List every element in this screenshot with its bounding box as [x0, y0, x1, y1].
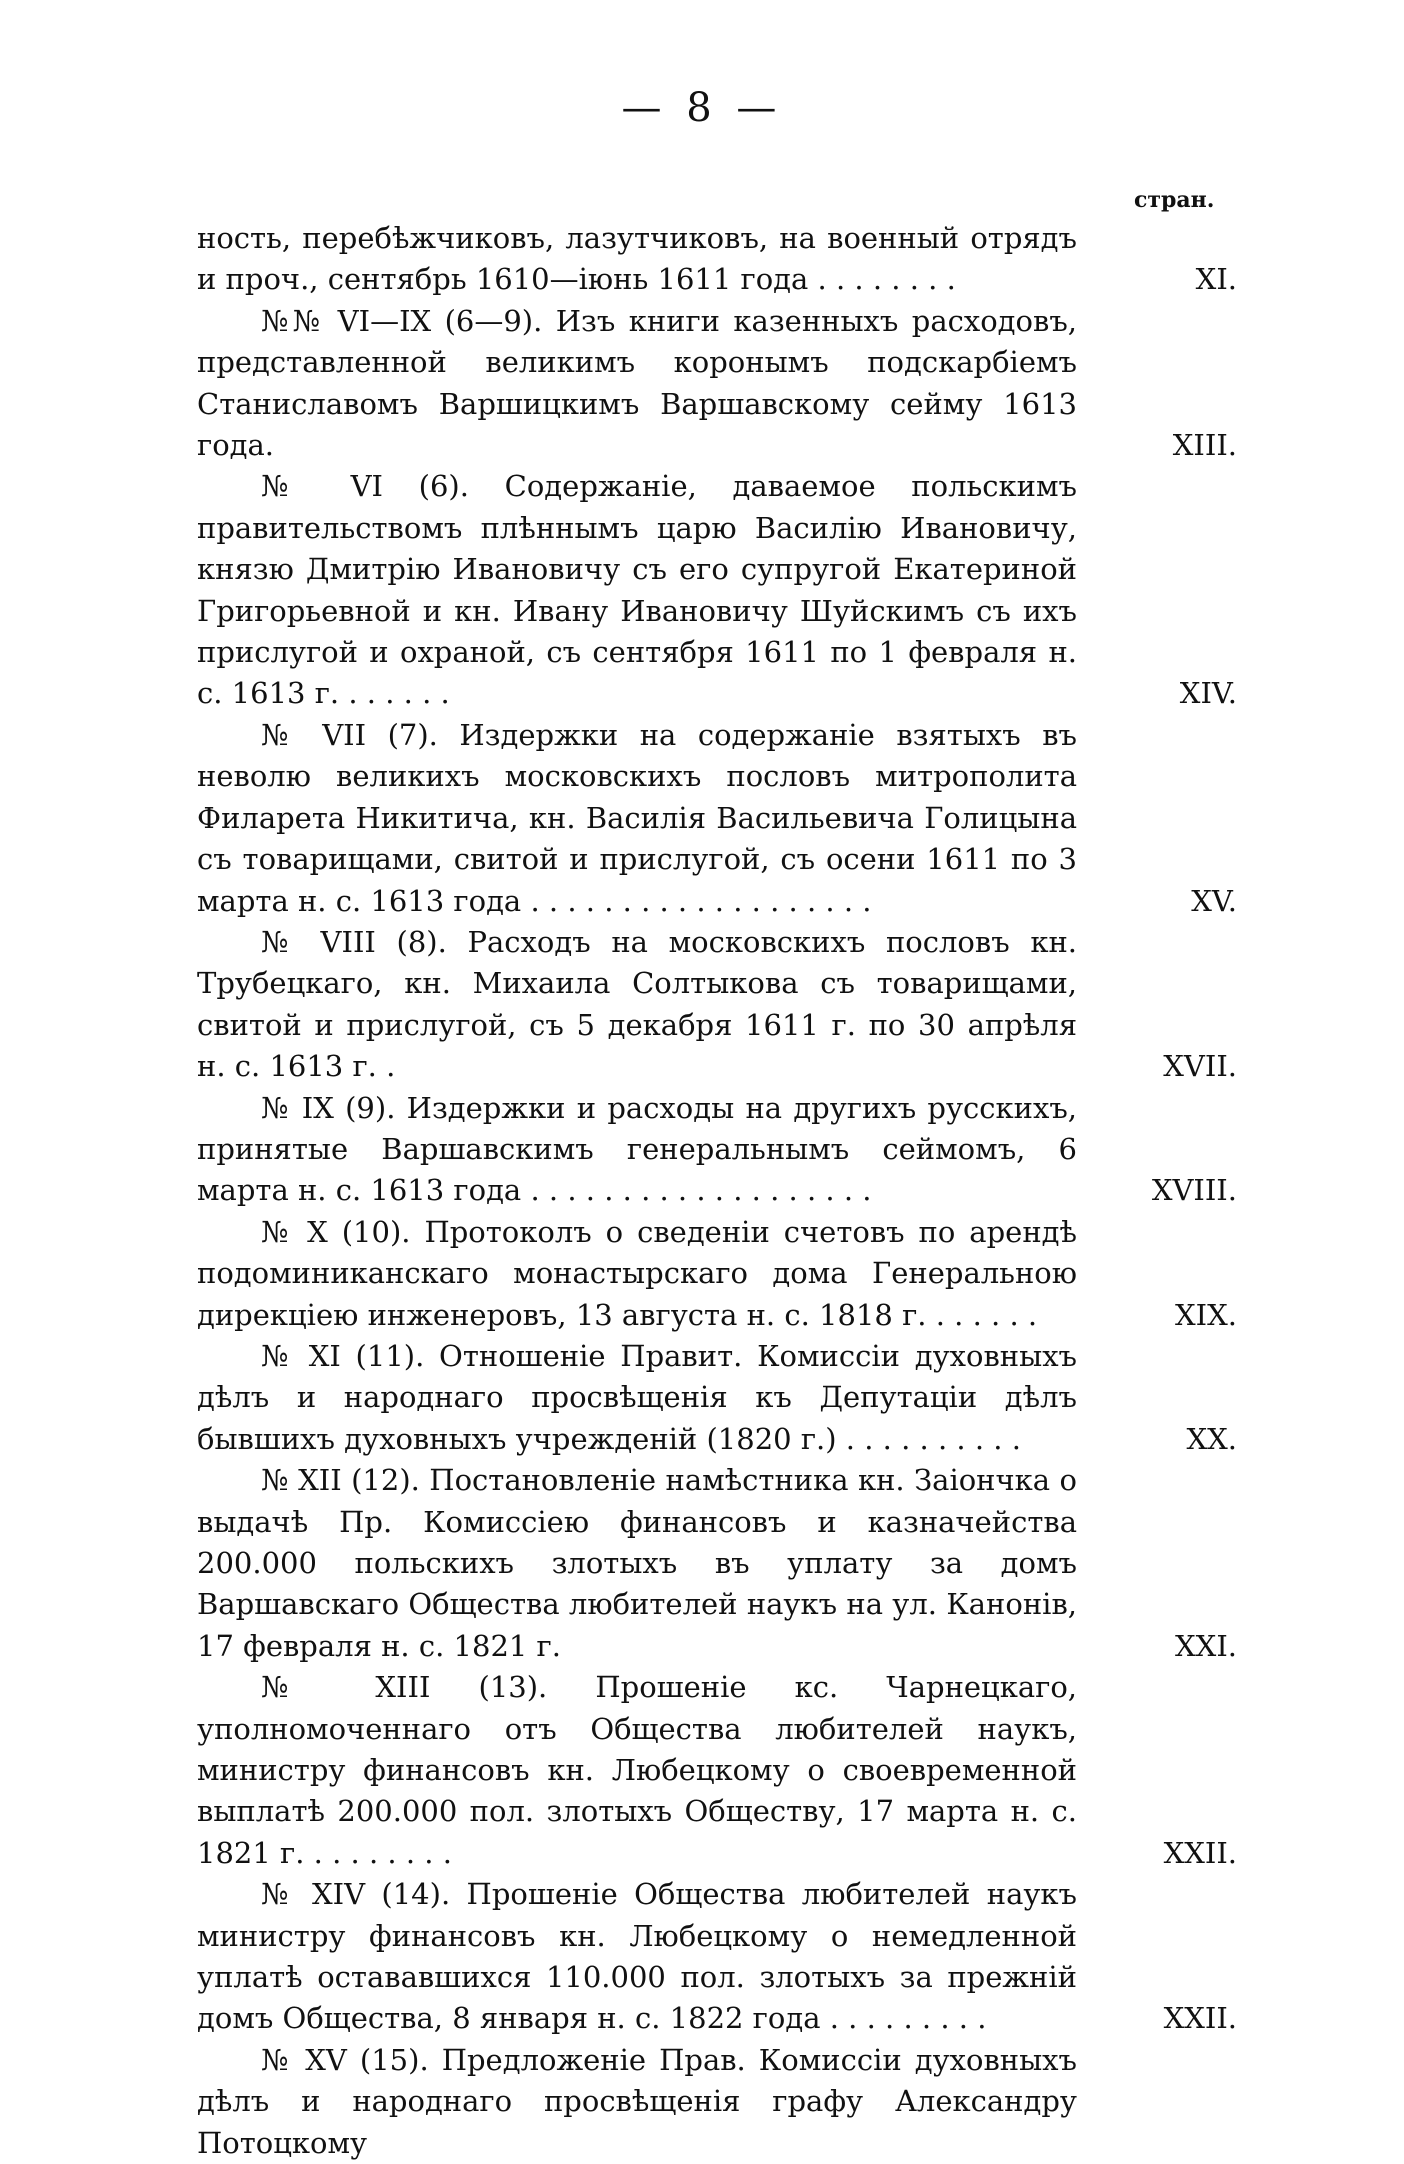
toc-entry: [197, 1088, 1237, 1212]
toc-entry: [197, 218, 1237, 301]
toc-entry-page: XVIII.: [1151, 1173, 1237, 1208]
toc-entry-page: XV.: [1191, 883, 1237, 918]
toc-entry-text: № XIII (13). Прошеніе кс. Чарнецкаго, уполномоченнаго отъ Общества любителей наукъ, министру финансовъ кн. Любецкому о своевременной выплатѣ 200.000 пол. злотыхъ Обществу, 17 марта н. с. 1821 г. . . . . . . . .: [197, 1670, 1077, 1870]
toc-entry: [197, 1667, 1237, 1874]
toc-entry-text: № VIII (8). Расходъ на московскихъ пословъ кн. Трубецкаго, кн. Михаила Солтыкова съ товарищами, свитой и прислугой, съ 5 декабря 1611 г. по 30 апрѣля н. с. 1613 г. .: [197, 924, 1077, 1084]
toc-entry-text: №№ VI—IX (6—9). Изъ книги казенныхъ расходовъ, представленной великимъ коронымъ подскарбіемъ Станиславомъ Варшицкимъ Варшавскому сейму 1613 года.: [197, 303, 1077, 463]
toc-entry: [197, 1212, 1237, 1336]
toc-entry: [197, 922, 1237, 1088]
toc-entry-text: № XIV (14). Прошеніе Общества любителей наукъ министру финансовъ кн. Любецкому о немедленной уплатѣ остававшихся 110.000 пол. злотыхъ за прежній домъ Общества, 8 января н. с. 1822 года . . . . . . . . .: [197, 1877, 1077, 2036]
toc-entry-page: XI.: [1195, 262, 1237, 297]
toc-entry-page: XXI.: [1175, 1628, 1237, 1663]
toc-entry-page: XXII.: [1163, 1835, 1237, 1870]
toc-entry-page: XIII.: [1172, 428, 1237, 463]
toc-entry-text: № IX (9). Издержки и расходы на другихъ русскихъ, принятые Варшавскимъ генеральнымъ сеймомъ, 6 марта н. с. 1613 года . . . . . . . . . . . . . . . . . . .: [197, 1090, 1077, 1208]
toc-entry-text: № XII (12). Постановленіе намѣстника кн. Заіончка о выдачѣ Пр. Комиссіею финансовъ и казначейства 200.000 польскихъ злотыхъ въ уплату за домъ Варшавскаго Общества любителей наукъ на ул. Канонів, 17 февраля н. с. 1821 г.: [197, 1463, 1077, 1663]
toc-entry-text: ность, перебѣжчиковъ, лазутчиковъ, на военный отрядъ и проч., сентябрь 1610—іюнь 1611 года . . . . . . . .: [197, 221, 1077, 297]
toc-entry-page: XX.: [1186, 1421, 1237, 1456]
toc-entry: [197, 715, 1237, 922]
toc-entry-text: № VI (6). Содержаніе, даваемое польскимъ правительствомъ плѣннымъ царю Василію Ивановичу, князю Дмитрію Ивановичу съ его супругой Екатериной Григорьевной и кн. Ивану Ивановичу Шуйскимъ съ ихъ прислугой и охраной, съ сентября 1611 по 1 февраля н. с. 1613 г. . . . . . .: [197, 469, 1077, 711]
toc-entry-text: № X (10). Протоколъ о сведеніи счетовъ по арендѣ подоминиканскаго монастырскаго дома Генеральною дирекціею инженеровъ, 13 августа н. с. 1818 г. . . . . . .: [197, 1214, 1077, 1332]
table-of-contents: [197, 218, 1237, 2164]
toc-entry-text: № XV (15). Предложеніе Прав. Комиссіи духовныхъ дѣлъ и народнаго просвѣщенія графу Александру Потоцкому: [197, 2042, 1077, 2160]
toc-entry-page: XIX.: [1175, 1297, 1237, 1332]
page-column-header: стран.: [1134, 187, 1215, 213]
toc-entry: [197, 301, 1237, 467]
toc-entry: [197, 2040, 1237, 2164]
toc-entry-page: XVII.: [1163, 1049, 1237, 1084]
toc-entry-page: XXII.: [1163, 2001, 1237, 2036]
toc-entry-text: № VII (7). Издержки на содержаніе взятыхъ въ неволю великихъ московскихъ пословъ митрополита Филарета Никитича, кн. Василія Васильевича Голицына съ товарищами, свитой и прислугой, съ осени 1611 по 3 марта н. с. 1613 года . . . . . . . . . . . . . . . . . . .: [197, 717, 1077, 918]
toc-entry: [197, 466, 1237, 714]
toc-entry-text: № XI (11). Отношеніе Правит. Комиссіи духовныхъ дѣлъ и народнаго просвѣщенія къ Депутаціи дѣлъ бывшихъ духовныхъ учрежденій (1820 г.) . . . . . . . . . .: [197, 1338, 1077, 1456]
toc-entry: [197, 1460, 1237, 1667]
page-number: — 8 —: [621, 85, 783, 131]
toc-entry-page: XIV.: [1179, 676, 1237, 711]
toc-entry: [197, 1874, 1237, 2040]
toc-entry: [197, 1336, 1237, 1460]
